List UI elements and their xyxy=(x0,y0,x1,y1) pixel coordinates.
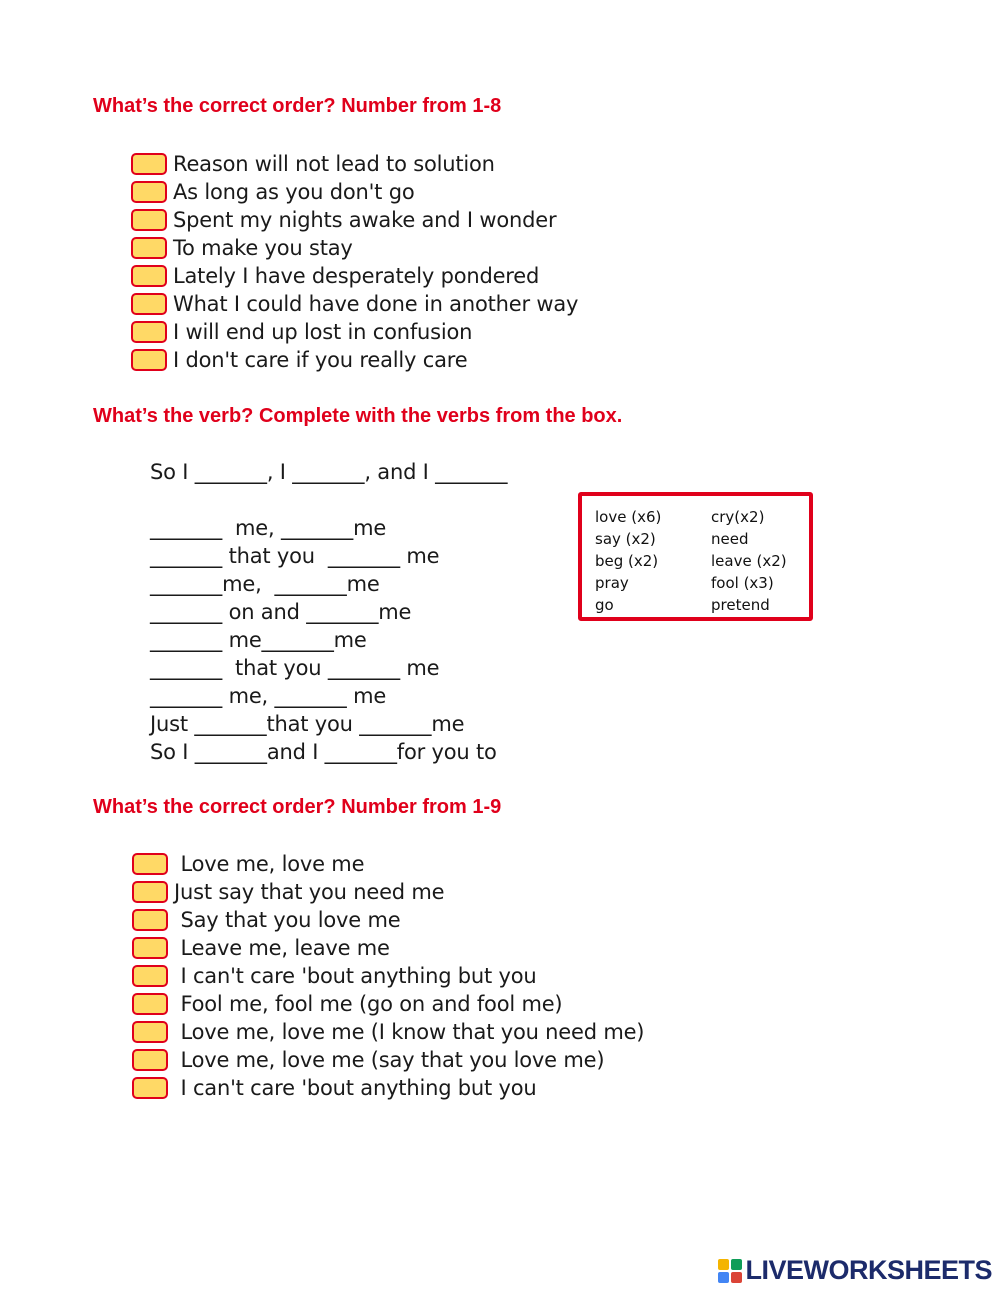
number-input[interactable] xyxy=(132,909,168,931)
order-list-1 xyxy=(131,150,578,374)
order-item xyxy=(132,990,644,1018)
order-item xyxy=(132,906,644,934)
lyrics-lines xyxy=(150,514,497,766)
order-item xyxy=(132,1046,644,1074)
number-input[interactable] xyxy=(132,993,168,1015)
verb-word: need xyxy=(711,530,749,548)
lyric-line: Just _______that you _______me xyxy=(150,712,465,736)
lyric-line: So I _______, I _______, and I _______ xyxy=(150,460,508,484)
number-input[interactable] xyxy=(132,937,168,959)
verb-word: love (x6) xyxy=(595,508,662,526)
lyric-line: _______ that you _______ me xyxy=(150,544,440,568)
order-item xyxy=(131,178,578,206)
number-input[interactable] xyxy=(131,349,167,371)
section2-heading: What’s the verb? Complete with the verbs from the box. xyxy=(93,405,623,427)
order-item-text: I can't care 'bout anything but you xyxy=(174,1076,537,1100)
order-item xyxy=(131,150,578,178)
lyrics-first-line xyxy=(150,458,507,486)
liveworksheets-logo-icon xyxy=(718,1259,742,1283)
order-item-text: Leave me, leave me xyxy=(174,936,390,960)
verb-grid xyxy=(595,506,809,616)
liveworksheets-brand[interactable] xyxy=(718,1255,992,1286)
order-item xyxy=(131,318,578,346)
lyric-line: _______ on and _______me xyxy=(150,600,412,624)
number-input[interactable] xyxy=(132,853,168,875)
lyric-line: _______ me, _______me xyxy=(150,516,387,540)
lyric-line: _______me, _______me xyxy=(150,572,380,596)
order-item-text: To make you stay xyxy=(173,236,353,260)
lyric-line: _______ that you _______ me xyxy=(150,656,440,680)
number-input[interactable] xyxy=(132,881,168,903)
number-input[interactable] xyxy=(132,965,168,987)
number-input[interactable] xyxy=(132,1049,168,1071)
section1-heading: What’s the correct order? Number from 1-8 xyxy=(93,95,502,117)
order-item xyxy=(131,290,578,318)
verb-word: leave (x2) xyxy=(711,552,787,570)
number-input[interactable] xyxy=(132,1077,168,1099)
order-item-text: Lately I have desperately pondered xyxy=(173,264,540,288)
number-input[interactable] xyxy=(131,321,167,343)
order-item-text: Fool me, fool me (go on and fool me) xyxy=(174,992,563,1016)
lyric-line: _______ me_______me xyxy=(150,628,367,652)
order-item-text: What I could have done in another way xyxy=(173,292,579,316)
verb-word: cry(x2) xyxy=(711,508,765,526)
order-item xyxy=(132,1074,644,1102)
number-input[interactable] xyxy=(131,293,167,315)
number-input[interactable] xyxy=(131,265,167,287)
verb-word: pray xyxy=(595,574,629,592)
verb-box xyxy=(578,492,813,621)
order-item xyxy=(132,1018,644,1046)
verb-word: fool (x3) xyxy=(711,574,774,592)
order-item xyxy=(131,346,578,374)
order-item-text: I can't care 'bout anything but you xyxy=(174,964,537,988)
lyric-line: So I _______and I _______for you to xyxy=(150,740,497,764)
order-item xyxy=(131,234,578,262)
lyric-line: _______ me, _______ me xyxy=(150,684,387,708)
verb-word: beg (x2) xyxy=(595,552,659,570)
order-item-text: I will end up lost in confusion xyxy=(173,320,473,344)
verb-word: say (x2) xyxy=(595,530,656,548)
order-item-text: Love me, love me (I know that you need me) xyxy=(174,1020,645,1044)
verb-word: go xyxy=(595,596,614,614)
number-input[interactable] xyxy=(131,237,167,259)
brand-text: LIVEWORKSHEETS xyxy=(745,1255,992,1285)
section3-heading: What’s the correct order? Number from 1-9 xyxy=(93,796,502,818)
order-item xyxy=(131,206,578,234)
order-item-text: Love me, love me (say that you love me) xyxy=(174,1048,605,1072)
order-item-text: Reason will not lead to solution xyxy=(173,152,495,176)
number-input[interactable] xyxy=(131,209,167,231)
number-input[interactable] xyxy=(131,181,167,203)
order-item-text: I don't care if you really care xyxy=(173,348,468,372)
order-item-text: Love me, love me xyxy=(174,852,365,876)
order-list-2 xyxy=(132,850,644,1102)
order-item-text: Just say that you need me xyxy=(174,880,445,904)
order-item-text: Spent my nights awake and I wonder xyxy=(173,208,557,232)
order-item xyxy=(131,262,578,290)
order-item-text: Say that you love me xyxy=(174,908,401,932)
verb-word: pretend xyxy=(711,596,770,614)
number-input[interactable] xyxy=(132,1021,168,1043)
order-item xyxy=(132,962,644,990)
order-item xyxy=(132,878,644,906)
order-item-text: As long as you don't go xyxy=(173,180,415,204)
order-item xyxy=(132,850,644,878)
number-input[interactable] xyxy=(131,153,167,175)
order-item xyxy=(132,934,644,962)
